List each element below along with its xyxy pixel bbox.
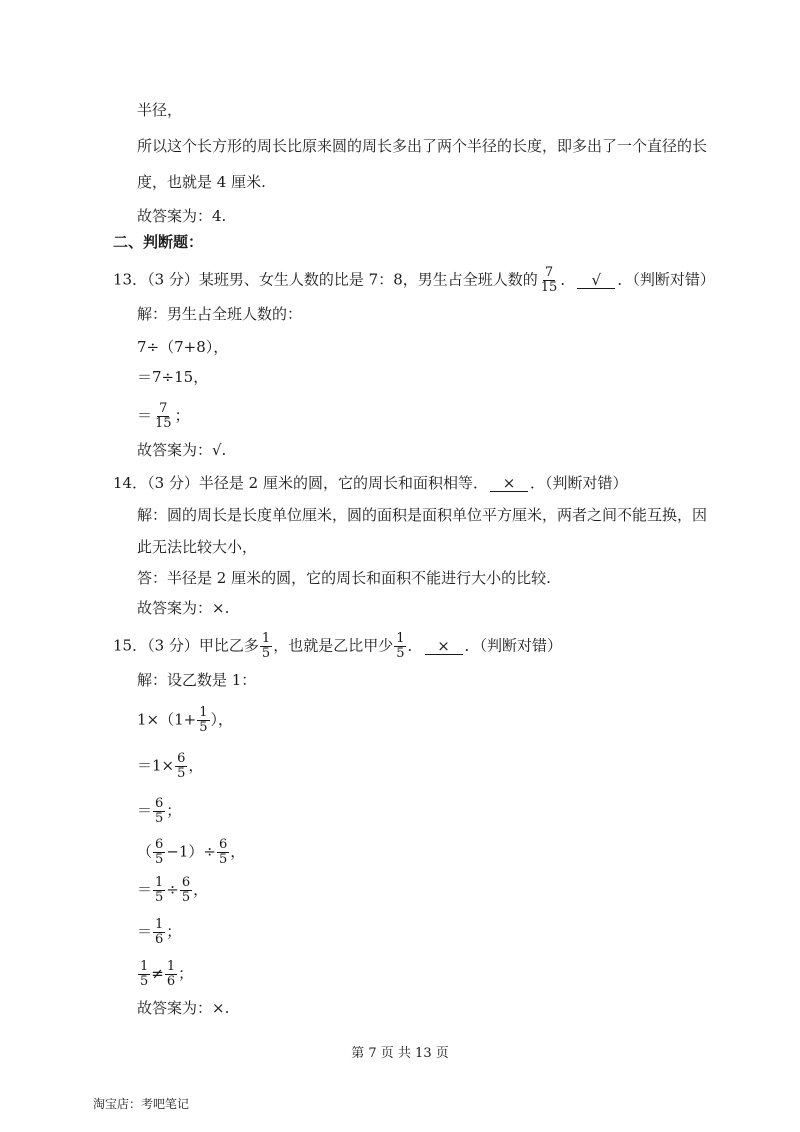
- fraction: [180, 876, 192, 905]
- fraction: [539, 266, 560, 295]
- page-number: 第 7 页 共 13 页: [351, 1046, 449, 1061]
- expr: ；: [166, 801, 182, 820]
- expr: ，: [188, 756, 204, 775]
- solution-line: [137, 960, 193, 989]
- denominator: 5: [140, 974, 149, 989]
- text-line: 所以这个长方形的周长比原来圆的周长多出了两个半径的长度，即多出了一个直径的长: [137, 137, 708, 155]
- expr: ；: [166, 922, 182, 941]
- denominator: 5: [155, 890, 164, 905]
- section-title: 二、判断题：: [113, 233, 204, 251]
- fraction: [153, 402, 174, 431]
- answer-blank: ×: [425, 638, 463, 655]
- punct: ．: [560, 270, 576, 289]
- numerator: 6: [177, 751, 186, 766]
- expr: 1×（1+: [137, 710, 197, 729]
- numerator: 7: [159, 401, 168, 416]
- fraction: [153, 797, 165, 826]
- fraction: [217, 838, 229, 867]
- expr: ，: [230, 842, 246, 861]
- answer-blank: ×: [490, 475, 528, 492]
- solution-line: [137, 797, 181, 826]
- solution-line: 解：男生占全班人数的：: [137, 305, 303, 323]
- denominator: 5: [199, 720, 208, 735]
- expr: ＝: [137, 880, 153, 899]
- question-15: [113, 632, 562, 661]
- expr: ＝1×: [137, 756, 175, 775]
- fraction: [153, 918, 165, 947]
- denominator: 5: [181, 890, 191, 905]
- denominator: 6: [166, 974, 176, 989]
- question-tail: ．（判断对错）: [617, 270, 715, 289]
- shop-label: 淘宝店：考吧笔记: [93, 1097, 190, 1111]
- expr: ÷: [166, 880, 179, 899]
- numerator: 1: [199, 705, 208, 720]
- punct: ；: [174, 406, 190, 425]
- solution-line: ＝7÷15，: [137, 368, 209, 386]
- fraction: [153, 838, 165, 867]
- numerator: 1: [396, 631, 405, 646]
- expr: ），: [210, 710, 234, 729]
- fraction: [165, 960, 177, 989]
- answer-line: 故答案为：×.: [137, 599, 230, 617]
- fraction: [260, 632, 272, 661]
- text-line: 半径，: [137, 101, 183, 119]
- question-tail: ．（判断对错）: [529, 474, 628, 492]
- numerator: 1: [155, 875, 164, 890]
- expr: ≠: [151, 964, 164, 983]
- denominator: 5: [155, 852, 164, 867]
- fraction: [153, 876, 165, 905]
- fraction: [138, 960, 150, 989]
- fraction: [175, 752, 187, 781]
- equals: ＝: [137, 406, 153, 425]
- question-13: [113, 266, 715, 295]
- solution-line: [137, 752, 203, 781]
- answer-blank: √: [577, 272, 615, 289]
- question-stem: 14．（3 分）半径是 2 厘米的圆，它的周长和面积相等．: [113, 474, 488, 492]
- answer-line: 故答案为：√.: [137, 441, 227, 459]
- denominator: 5: [218, 852, 228, 867]
- expr: ＝: [137, 801, 153, 820]
- denominator: 15: [155, 416, 172, 431]
- expr: ；: [178, 964, 194, 983]
- expr: ，: [193, 880, 209, 899]
- solution-line: [137, 918, 181, 947]
- solution-line: [137, 706, 233, 735]
- solution-line: 7÷（7+8），: [137, 338, 229, 356]
- punct: ．: [407, 636, 423, 655]
- question-stem: 15．（3 分）甲比乙多: [113, 636, 259, 655]
- solution-line: [137, 876, 208, 905]
- expr: −1）÷: [166, 842, 216, 861]
- answer-line: 故答案为：×.: [137, 999, 230, 1017]
- denominator: 5: [155, 811, 164, 826]
- expr: ＝: [137, 922, 153, 941]
- denominator: 5: [261, 646, 271, 661]
- question-tail: ．（判断对错）: [464, 636, 563, 655]
- fraction: [394, 632, 406, 661]
- denominator: 6: [155, 932, 164, 947]
- solution-line: 解：设乙数是 1：: [137, 671, 257, 689]
- denominator: 5: [396, 646, 405, 661]
- numerator: 1: [166, 959, 176, 974]
- denominator: 5: [177, 766, 186, 781]
- numerator: 7: [544, 265, 554, 280]
- solution-line: 解：圆的周长是长度单位厘米，圆的面积是面积单位平方厘米，两者之间不能互换，因: [137, 506, 708, 524]
- numerator: 6: [155, 796, 164, 811]
- solution-line: [137, 402, 190, 431]
- numerator: 1: [155, 917, 164, 932]
- denominator: 15: [540, 280, 558, 295]
- question-stem: 13．（3 分）某班男、女生人数的比是 7：8，男生占全班人数的: [113, 270, 538, 289]
- numerator: 6: [155, 837, 164, 852]
- answer-line: 故答案为：4.: [137, 207, 227, 225]
- solution-line: 此无法比较大小，: [137, 538, 258, 556]
- solution-line: [137, 838, 245, 867]
- numerator: 6: [218, 837, 228, 852]
- question-stem: ，也就是乙比甲少: [273, 636, 394, 655]
- solution-line: 答：半径是 2 厘米的圆，它的周长和面积不能进行大小的比较.: [137, 569, 551, 587]
- question-14: [113, 473, 628, 493]
- fraction: [197, 706, 209, 735]
- numerator: 1: [261, 631, 271, 646]
- text-line: 度，也就是 4 厘米.: [137, 173, 266, 191]
- expr: （: [137, 842, 153, 861]
- numerator: 6: [181, 875, 191, 890]
- numerator: 1: [140, 959, 149, 974]
